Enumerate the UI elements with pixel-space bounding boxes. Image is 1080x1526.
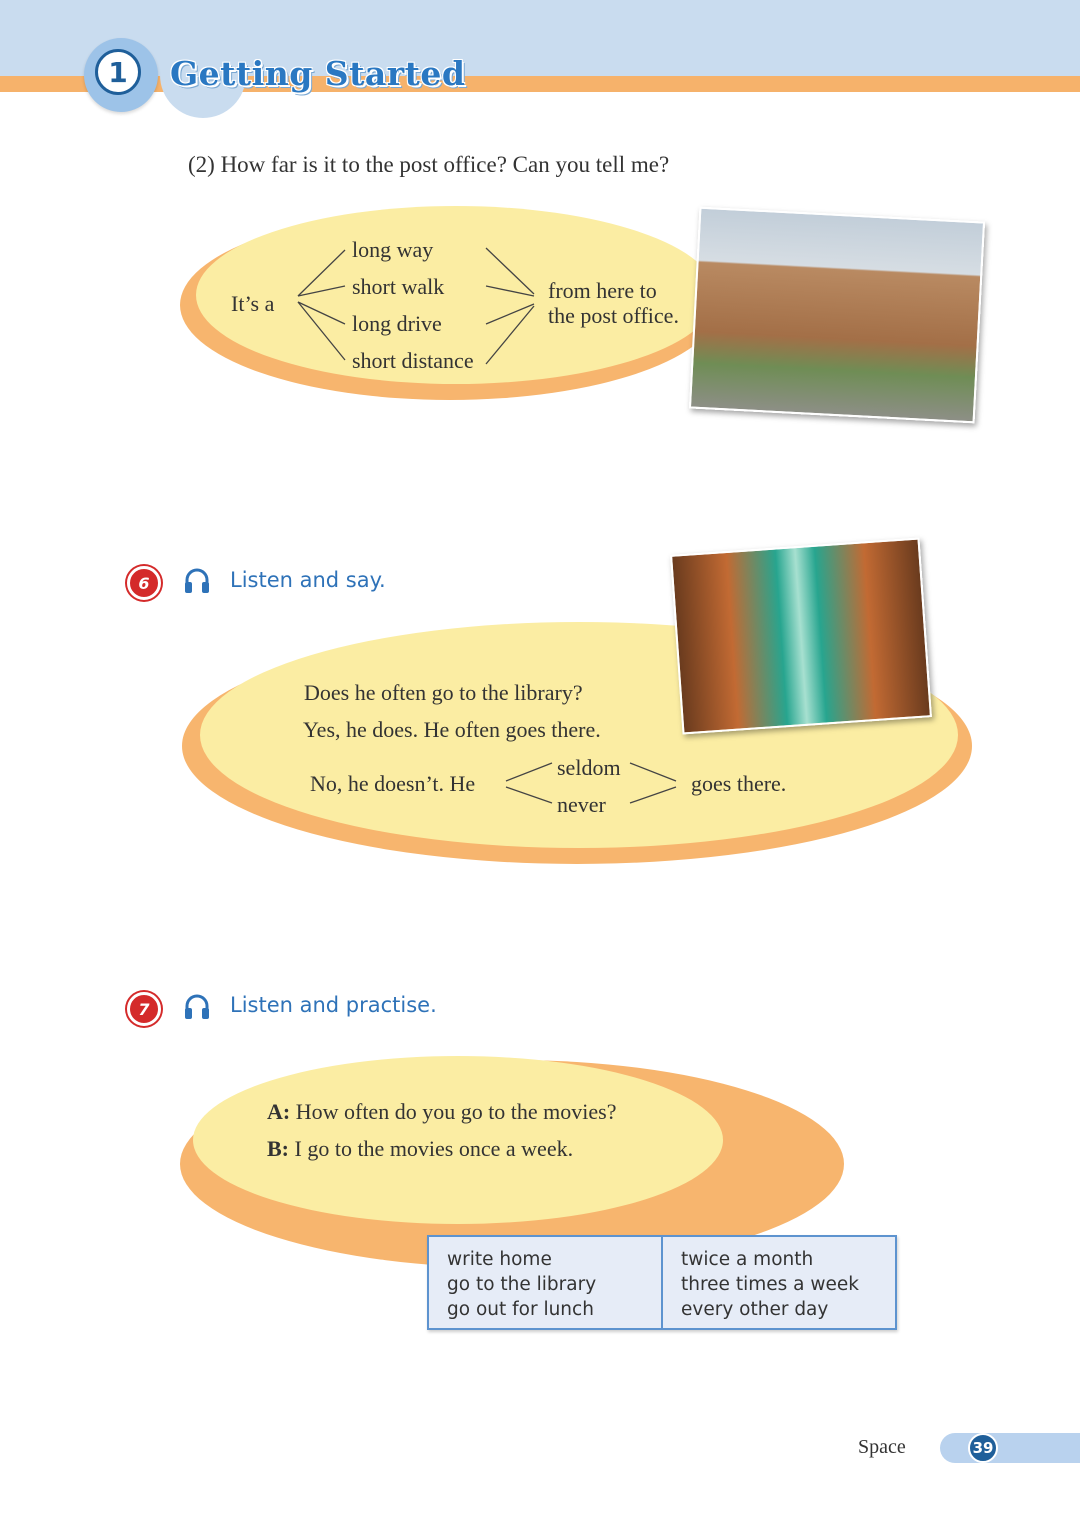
footer-band [940,1433,1080,1463]
dialog-line-1: Does he often go to the library? [304,680,583,705]
option-never: never [557,792,606,817]
page-number: 39 [968,1433,998,1463]
option-seldom: seldom [557,755,621,780]
post-office-photo [689,207,985,424]
option-short-distance: short distance [352,348,474,373]
dialog-line-3-prefix: No, he doesn’t. He [310,771,476,796]
dialog-a [267,1099,617,1125]
speaker-b-text: I go to the movies once a week. [294,1136,574,1161]
headphones-icon[interactable] [182,992,212,1022]
table-cell: twice a month [681,1249,814,1270]
speaker-b-label: B: [267,1136,289,1161]
exercise-instruction: Listen and practise. [230,993,437,1017]
option-long-way: long way [352,237,434,262]
dialog-line-2: Yes, he does. He often goes there. [303,717,601,742]
table-cell: every other day [681,1299,829,1320]
headphones-icon[interactable] [182,566,212,596]
dialog-b [267,1136,573,1162]
suffix-line-2: the post office. [548,303,679,328]
library-photo [670,537,932,734]
connector-lines [500,755,685,810]
option-short-walk: short walk [352,274,445,299]
table-cell: go to the library [447,1274,597,1295]
table-cell: go out for lunch [447,1299,594,1320]
option-long-drive: long drive [352,311,442,336]
footer-label: Space [858,1436,906,1458]
speaker-a-text: How often do you go to the movies? [295,1099,617,1124]
activity-column [429,1237,661,1328]
exercise-number-badge: 7 [127,992,161,1026]
unit-number: 1 [95,49,141,95]
exercise-number-badge: 6 [127,566,161,600]
table-cell: write home [447,1249,552,1270]
substitution-table [427,1235,897,1330]
exercise-instruction: Listen and say. [230,568,386,592]
section-title: Getting Started [170,54,466,93]
frequency-column [661,1237,895,1328]
dialog-line-3-suffix: goes there. [691,771,787,796]
question-text: (2) How far is it to the post office? Can you tell me? [188,152,670,177]
suffix-line-1: from here to [548,278,657,303]
prefix-text: It’s a [231,291,275,316]
table-cell: three times a week [681,1274,859,1295]
speaker-a-label: A: [267,1099,291,1124]
